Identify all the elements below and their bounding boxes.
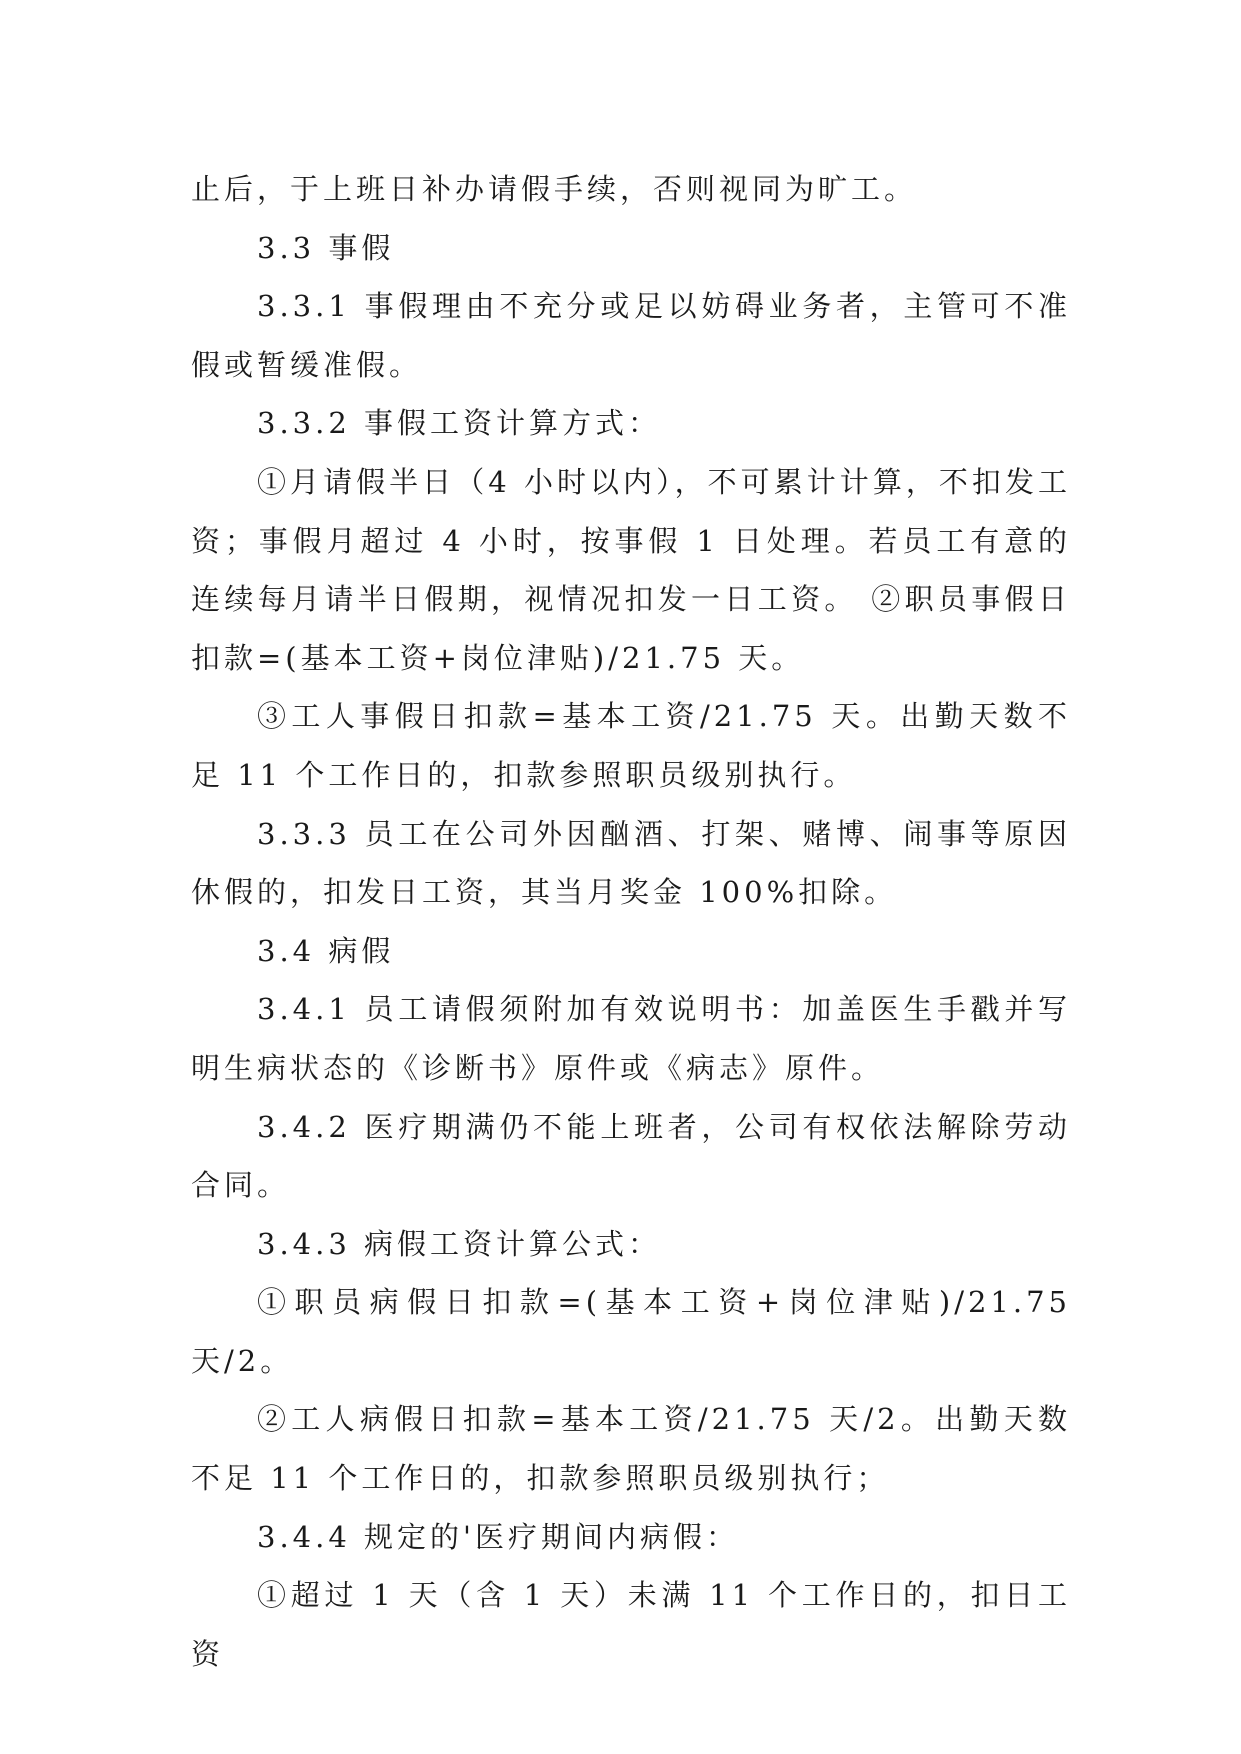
paragraph-3-4-3-item-1: ①职员病假日扣款=(基本工资+岗位津贴)/21.75 天/2。 (191, 1285, 1071, 1378)
paragraph-3-3-2-item-1-2: ①月请假半日（4 小时以内），不可累计计算，不扣发工资；事假月超过 4 小时，按事假 1 日处理。若员工有意的连续每月请半日假期，视情况扣发一日工资。 ②职员事假日扣款=(基本工资+岗位津贴)/21.75 天。 (191, 464, 1071, 675)
heading-3-4-sick-leave: 3.4 病假 (257, 933, 395, 968)
paragraph-3-4-4: 3.4.4 规定的'医疗期间内病假： (257, 1519, 739, 1554)
paragraph-continuation: 止后，于上班日补办请假手续，否则视同为旷工。 (191, 172, 918, 206)
paragraph-3-4-3-item-2: ②工人病假日扣款=基本工资/21.75 天/2。出勤天数不足 11 个工作日的，扣款参照职员级别执行； (191, 1402, 1071, 1496)
paragraph-3-4-2: 3.4.2 医疗期满仍不能上班者，公司有权依法解除劳动合同。 (191, 1109, 1071, 1203)
paragraph-3-3-3: 3.3.3 员工在公司外因酗酒、打架、赌博、闹事等原因休假的，扣发日工资，其当月奖金 100%扣除。 (191, 816, 1071, 910)
paragraph-3-4-1: 3.4.1 员工请假须附加有效说明书：加盖医生手戳并写明生病状态的《诊断书》原件或《病志》原件。 (191, 992, 1071, 1085)
paragraph-3-4-4-item-1: ①超过 1 天（含 1 天）未满 11 个工作日的，扣日工资 (191, 1578, 1071, 1671)
heading-3-3-personal-leave: 3.3 事假 (257, 230, 395, 265)
paragraph-3-3-1: 3.3.1 事假理由不充分或足以妨碍业务者，主管可不准假或暂缓准假。 (191, 289, 1071, 382)
paragraph-3-3-2-item-3: ③工人事假日扣款=基本工资/21.75 天。出勤天数不足 11 个工作日的，扣款参照职员级别执行。 (191, 699, 1071, 792)
document-body (191, 160, 1071, 1683)
paragraph-3-4-3: 3.4.3 病假工资计算公式： (257, 1226, 662, 1261)
paragraph-3-3-2: 3.3.2 事假工资计算方式： (257, 406, 662, 441)
